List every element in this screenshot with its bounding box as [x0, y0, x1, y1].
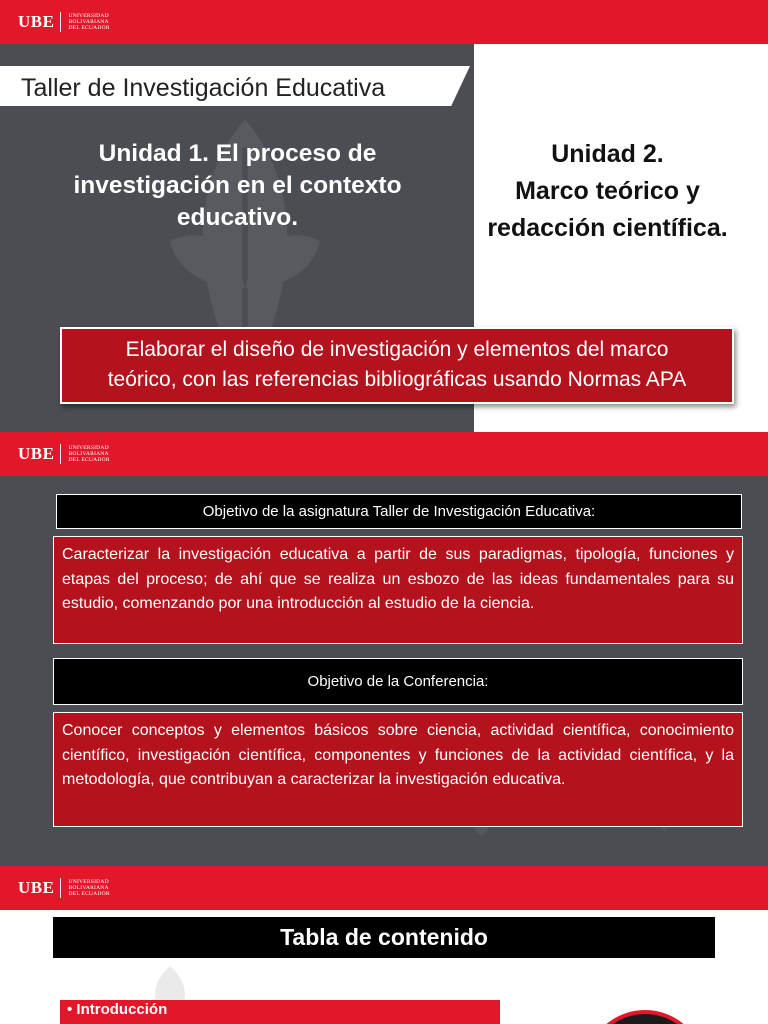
- logo-subtitle-line: BOLIVARIANA: [68, 884, 109, 891]
- logo-subtitle: [68, 445, 109, 464]
- conference-objective-text: Conocer conceptos y elementos básicos sobre ciencia, actividad científica, conocimiento científico, investigación científica, componentes y funciones de la actividad científica, y la metodología, que contribuyan a caracterizar la investigación educativa.: [53, 712, 743, 827]
- logo-subtitle-line: BOLIVARIANA: [68, 450, 109, 457]
- general-objective-line: Elaborar el diseño de investigación y elementos del marco: [125, 338, 669, 361]
- slide-course-units: [0, 0, 768, 432]
- decorative-circle-icon: [585, 1010, 705, 1024]
- ube-logo: [18, 878, 110, 898]
- ube-logo: [18, 12, 110, 32]
- logo-divider: [60, 878, 61, 898]
- logo-divider: [60, 12, 61, 32]
- logo-mark: UBE: [18, 12, 55, 31]
- slide-table-of-contents: [0, 866, 768, 1024]
- header-bar: [0, 0, 768, 44]
- logo-subtitle-line: UNIVERSIDAD: [68, 444, 109, 451]
- general-objective-box: [60, 327, 734, 404]
- logo-subtitle: [68, 879, 109, 898]
- header-bar: [0, 432, 768, 476]
- toc-item-introduccion[interactable]: • Introducción: [60, 1000, 500, 1024]
- ube-logo: [18, 444, 110, 464]
- unit-2-line: Unidad 2.: [551, 140, 664, 168]
- course-title: Taller de Investigación Educativa: [21, 74, 386, 102]
- subject-objective-title: Objetivo de la asignatura Taller de Investigación Educativa:: [56, 494, 742, 529]
- logo-subtitle-line: DEL ECUADOR: [68, 25, 110, 32]
- unit-1-line: investigación en el contexto: [73, 172, 402, 199]
- logo-subtitle: [68, 13, 109, 32]
- general-objective-line: teórico, con las referencias bibliográficas usando Normas APA: [107, 368, 687, 391]
- unit-1-line: educativo.: [176, 204, 299, 231]
- logo-subtitle-line: DEL ECUADOR: [68, 457, 110, 464]
- unit-2-heading: [470, 136, 745, 247]
- logo-subtitle-line: DEL ECUADOR: [68, 891, 110, 898]
- unit-2-line: Marco teórico y: [515, 177, 700, 205]
- logo-divider: [60, 444, 61, 464]
- toc-title: Tabla de contenido: [53, 917, 715, 958]
- logo-mark: UBE: [18, 444, 55, 463]
- unit-1-line: Unidad 1. El proceso de: [98, 140, 377, 167]
- unit-2-line: redacción científica.: [487, 214, 728, 242]
- logo-subtitle-line: BOLIVARIANA: [68, 18, 109, 25]
- logo-subtitle-line: UNIVERSIDAD: [68, 878, 109, 885]
- conference-objective-title: Objetivo de la Conferencia:: [53, 658, 743, 705]
- unit-1-heading: [40, 138, 435, 234]
- subject-objective-text: Caracterizar la investigación educativa a partir de sus paradigmas, tipología, funciones y etapas del proceso; de ahí que se realiza un esbozo de las ideas fundamentales para su estudio, comenzando por una introducción al estudio de la ciencia.: [53, 536, 743, 644]
- slide-objectives: [0, 432, 768, 866]
- logo-subtitle-line: UNIVERSIDAD: [68, 12, 109, 19]
- logo-mark: UBE: [18, 878, 55, 897]
- header-bar: [0, 866, 768, 910]
